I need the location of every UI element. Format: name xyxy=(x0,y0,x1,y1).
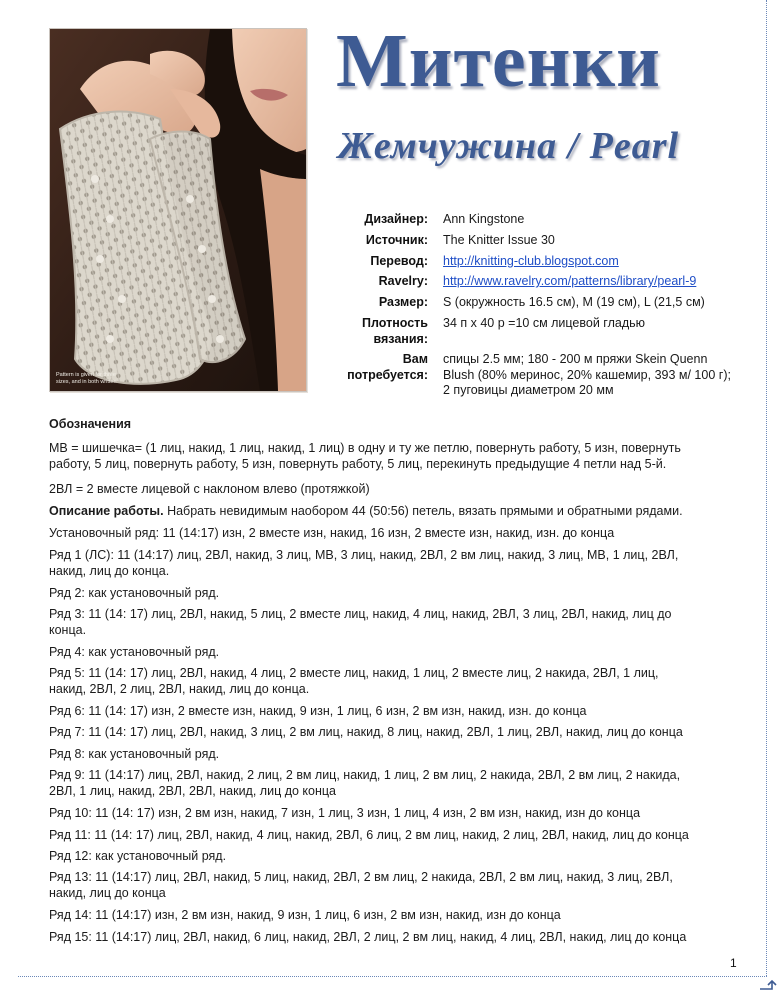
page-number: 1 xyxy=(730,956,737,970)
info-label: вязания: xyxy=(373,331,428,346)
page-corner-arrow-icon xyxy=(758,978,778,992)
row-11: Ряд 11: 11 (14: 17) лиц, 2ВЛ, накид, 4 лиц, накид, 2ВЛ, 6 лиц, 2 вм лиц, накид, 2 лиц, 2ВЛ, накид, лиц до конца xyxy=(49,828,689,842)
page-subtitle: Жемчужина / Pearl xyxy=(338,125,680,167)
info-label: Ravelry: xyxy=(378,274,428,288)
row-8: Ряд 8: как установочный ряд. xyxy=(49,747,220,761)
info-label: Дизайнер: xyxy=(364,212,428,226)
translation-link[interactable]: http://knitting-club.blogspot.com xyxy=(443,254,619,268)
row-3: Ряд 3: 11 (14: 17) лиц, 2ВЛ, накид, 5 лиц, 2 вместе лиц, накид, 4 лиц, накид, 2ВЛ, 3 лиц, 2ВЛ, накид, лиц до конца. xyxy=(49,607,672,637)
row-setup: Установочный ряд: 11 (14:17) изн, 2 вместе изн, накид, 16 изн, 2 вместе изн, накид, изн. до конца xyxy=(49,526,615,540)
info-label: Перевод: xyxy=(370,254,428,268)
row-6: Ряд 6: 11 (14: 17) изн, 2 вместе изн, накид, 9 изн, 1 лиц, 6 изн, 2 вм изн, накид, изн. до конца xyxy=(49,704,587,718)
mittens-illustration xyxy=(50,29,306,391)
info-value: The Knitter Issue 30 xyxy=(443,233,555,247)
info-value: спицы 2.5 мм; 180 - 200 м пряжи Skein Quenn xyxy=(443,352,708,366)
row-14: Ряд 14: 11 (14:17) изн, 2 вм изн, накид, 9 изн, 1 лиц, 6 изн, 2 вм изн, накид, изн до конца xyxy=(49,908,561,922)
info-label: Плотность xyxy=(362,316,428,330)
mb-definition: МВ = шишечка= (1 лиц, накид, 1 лиц, накид, 1 лиц) в одну и ту же петлю, повернуть работу, 5 изн, повернуть работу, 5 лиц, повернуть работу, 5 изн, повернуть работу, 5 лиц, перекинуть предыдущие 4 петли над 5-й. xyxy=(49,441,681,471)
page-border-right xyxy=(766,0,767,976)
page-border-bottom xyxy=(18,976,767,977)
row-13: Ряд 13: 11 (14:17) лиц, 2ВЛ, накид, 5 лиц, накид, 2ВЛ, 2 вм лиц, 2 накида, 2ВЛ, 2 вм лиц, накид, 3 лиц, 2ВЛ, накид, лиц до конца xyxy=(49,870,673,900)
row-15: Ряд 15: 11 (14:17) лиц, 2ВЛ, накид, 6 лиц, накид, 2ВЛ, 2 лиц, 2 вм лиц, накид, 4 лиц, 2ВЛ, накид, лиц до конца xyxy=(49,930,687,944)
row-10: Ряд 10: 11 (14: 17) изн, 2 вм изн, накид, 7 изн, 1 лиц, 3 изн, 1 лиц, 4 изн, 2 вм изн, накид, изн до конца xyxy=(49,806,641,820)
info-label: потребуется: xyxy=(347,367,428,382)
info-label: Источник: xyxy=(365,233,428,247)
info-value: S (окружность 16.5 см), M (19 см), L (21,5 см) xyxy=(443,295,705,309)
description-heading: Описание работы. xyxy=(49,504,164,518)
description-text: Набрать невидимым наобором 44 (50:56) петель, вязать прямыми и обратными рядами. xyxy=(167,504,683,518)
info-value: Ann Kingstone xyxy=(443,212,525,226)
info-label: Размер: xyxy=(378,295,428,309)
ravelry-link[interactable]: http://www.ravelry.com/patterns/library/pearl-9 xyxy=(443,274,697,288)
page-title: Митенки xyxy=(336,19,661,103)
row-12: Ряд 12: как установочный ряд. xyxy=(49,849,227,863)
info-label: Вам xyxy=(402,352,428,366)
row-9: Ряд 9: 11 (14:17) лиц, 2ВЛ, накид, 2 лиц, 2 вм лиц, накид, 1 лиц, 2 вм лиц, 2 накида, 2ВЛ, 2 вм лиц, 2 накида, 2ВЛ, 1 лиц, накид, 2ВЛ, 2ВЛ, накид, лиц до конца xyxy=(49,768,681,798)
vl-definition: 2ВЛ = 2 вместе лицевой с наклоном влево (протяжкой) xyxy=(49,482,370,496)
legend-heading: Обозначения xyxy=(49,417,132,431)
info-value: 2 пуговицы диаметром 20 мм xyxy=(443,383,614,397)
row-4: Ряд 4: как установочный ряд. xyxy=(49,645,220,659)
photo-caption: Pattern is given for three sizes, and in both written xyxy=(56,372,117,385)
row-2: Ряд 2: как установочный ряд. xyxy=(49,586,220,600)
info-value: 34 п х 40 р =10 см лицевой гладью xyxy=(443,316,646,330)
row-5: Ряд 5: 11 (14: 17) лиц, 2ВЛ, накид, 4 лиц, 2 вместе лиц, накид, 1 лиц, 2 вместе лиц, 2 накида, 2ВЛ, 1 лиц, накид, 2ВЛ, 2 лиц, 2ВЛ, накид, лиц до конца. xyxy=(49,666,659,696)
row-1: Ряд 1 (ЛС): 11 (14:17) лиц, 2ВЛ, накид, 3 лиц, МВ, 3 лиц, накид, 2ВЛ, 2 вм лиц, накид, 3 лиц, МВ, 1 лиц, 2ВЛ, накид, лиц до конца. xyxy=(49,548,679,578)
description xyxy=(49,504,739,520)
mittens-photo xyxy=(49,28,307,392)
row-7: Ряд 7: 11 (14: 17) лиц, 2ВЛ, накид, 3 лиц, 2 вм лиц, накид, 8 лиц, накид, 2ВЛ, 1 лиц, 2ВЛ, накид, лиц до конца xyxy=(49,725,683,739)
info-value: Blush (80% меринос, 20% кашемир, 393 м/ 100 г); xyxy=(443,367,731,382)
